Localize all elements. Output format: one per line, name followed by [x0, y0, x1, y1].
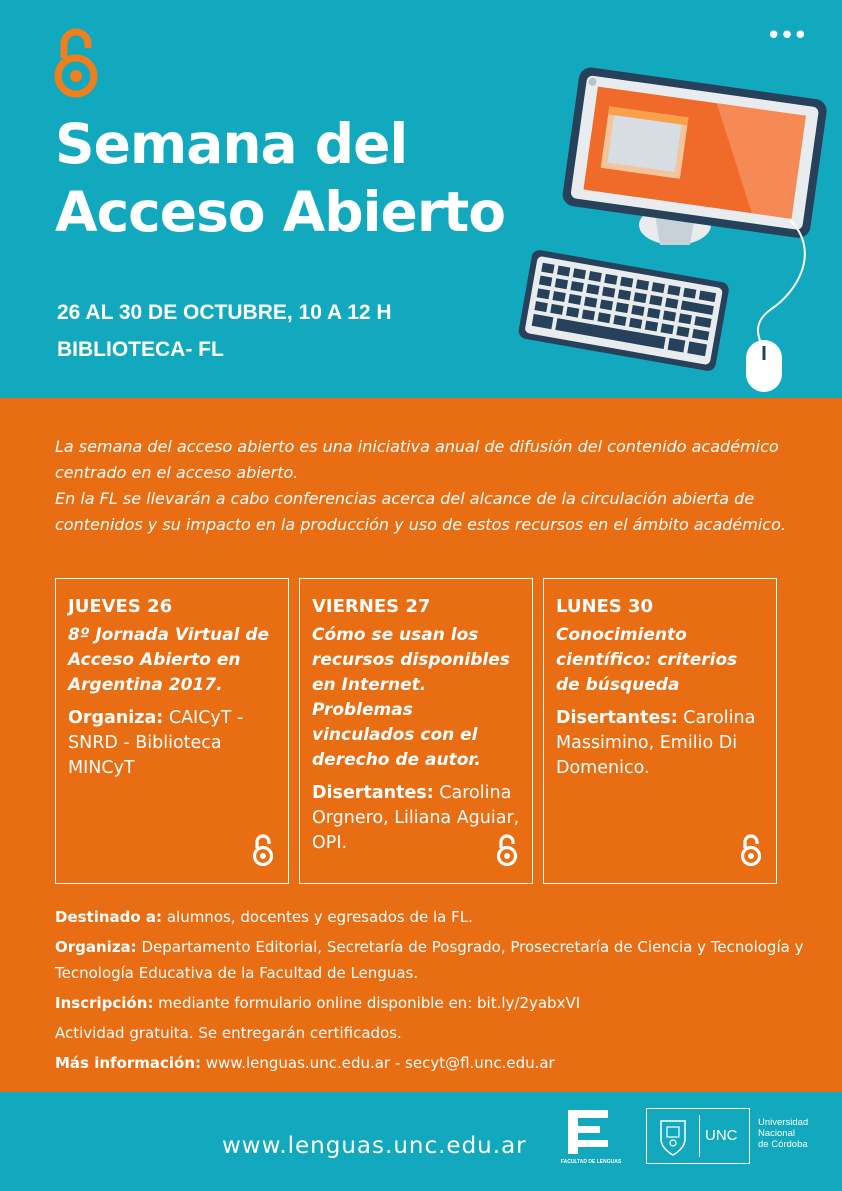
event-people-label: Disertantes: [312, 783, 434, 803]
event-people-label: Disertantes: [556, 708, 678, 728]
info-organizer [55, 934, 815, 986]
info-more-links[interactable]: www.lenguas.unc.edu.ar - secyt@fl.unc.edu.ar [201, 1054, 555, 1072]
intro-text [55, 434, 795, 538]
event-day: JUEVES 26 [68, 596, 173, 617]
computer-illustration [500, 60, 840, 398]
info-signup-value[interactable]: mediante formulario online disponible en: bit.ly/2yabxVI [153, 994, 581, 1012]
unc-abbr: UNC [705, 1127, 738, 1144]
event-people [556, 706, 764, 781]
event-talk-title: Conocimiento científico: criterios de búsqueda [556, 625, 738, 695]
title-line-2: Acceso Abierto [55, 180, 506, 244]
event-people-label: Organiza: [68, 708, 164, 728]
info-org-label: Organiza: [55, 938, 137, 956]
unc-logo [646, 1108, 750, 1164]
intro-paragraph-2: En la FL se llevarán a cabo conferencias acerca del alcance de la circulación abierta de contenidos y su impacto en la producción y uso de estos recursos en el ámbito académico. [55, 489, 786, 534]
event-talk-title: Cómo se usan los recursos disponibles en Internet. Problemas vinculados con el derecho de autor. [312, 625, 510, 770]
title-line-1: Semana del [55, 112, 408, 176]
open-access-icon [740, 833, 762, 867]
intro-paragraph-1: La semana del acceso abierto es una iniciativa anual de difusión del contenido académico centrado en el acceso abierto. [55, 437, 779, 482]
unc-full-name [758, 1117, 808, 1150]
event-people-names: Carolina Massimino, Emilio Di Domenico. [556, 708, 756, 778]
event-people [312, 781, 520, 856]
event-card-lunes [543, 578, 777, 884]
info-target-value: alumnos, docentes y egresados de la FL. [162, 908, 473, 926]
info-target [55, 904, 815, 930]
dates-text: 26 AL 30 DE OCTUBRE, 10 A 12 H [57, 301, 392, 324]
footer-url-link[interactable]: www.lenguas.unc.edu.ar [222, 1133, 527, 1159]
info-signup [55, 990, 815, 1016]
event-people-names: CAICyT - SNRD - Biblioteca MINCyT [68, 708, 244, 778]
menu-dots-icon[interactable]: ••• [766, 21, 807, 51]
event-info [55, 904, 815, 1080]
open-access-icon [52, 26, 100, 98]
info-more-label: Más información: [55, 1054, 202, 1072]
info-org-value: Departamento Editorial, Secretaría de Posgrado, Prosecretaría de Ciencia y Tecnología y Tecnología Educativa de la Facultad de Lenguas. [55, 938, 804, 982]
event-talk-title: 8º Jornada Virtual de Acceso Abierto en Argentina 2017. [68, 625, 270, 695]
event-dates [57, 294, 392, 368]
facultad-lenguas-logo [560, 1108, 622, 1166]
event-people-names: Carolina Orgnero, Liliana Aguiar, OPI. [312, 783, 520, 853]
unc-divider [699, 1115, 700, 1157]
info-free: Actividad gratuita. Se entregarán certificados. [55, 1024, 402, 1042]
page-title [55, 110, 505, 246]
info-signup-label: Inscripción: [55, 994, 154, 1012]
event-people [68, 706, 276, 781]
event-day: LUNES 30 [556, 596, 654, 617]
event-card-viernes [299, 578, 533, 884]
info-more [55, 1050, 815, 1076]
open-access-icon [496, 833, 518, 867]
event-day: VIERNES 27 [312, 596, 431, 617]
unc-name-line-1: Universidad [758, 1117, 809, 1128]
header-section [0, 0, 842, 398]
fl-logo-text: FACULTAD DE LENGUAS [560, 1159, 622, 1165]
unc-crest-icon [653, 1115, 693, 1157]
open-access-icon [252, 833, 274, 867]
info-target-label: Destinado a: [55, 908, 163, 926]
unc-name-line-3: de Córdoba [758, 1139, 808, 1150]
unc-name-line-2: Nacional [758, 1128, 795, 1139]
place-text: BIBLIOTECA- FL [57, 338, 224, 361]
event-card-jueves [55, 578, 289, 884]
